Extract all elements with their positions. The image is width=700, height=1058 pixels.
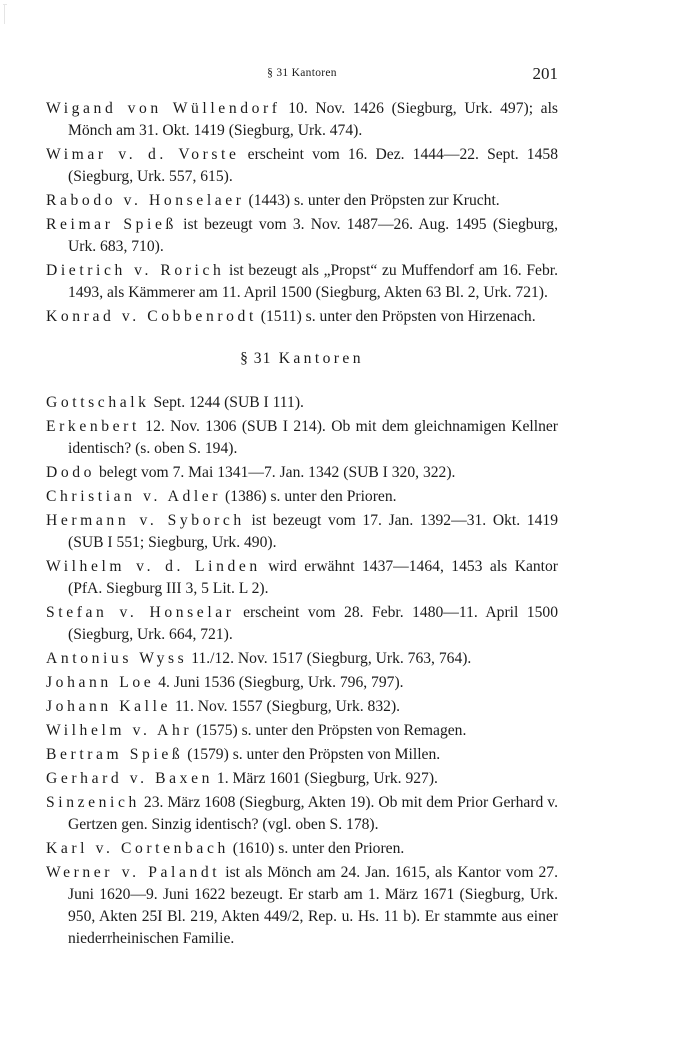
book-page (46, 64, 558, 952)
entry-text: (1511) s. unter den Pröpsten von Hirzenach. (260, 308, 536, 325)
entry-name: Sinzenich (46, 794, 140, 811)
entry-name: Erkenbert (46, 418, 140, 435)
list-item (46, 744, 558, 766)
entry-text: 4. Juni 1536 (Siegburg, Urk. 796, 797). (158, 674, 404, 691)
list-item (46, 98, 558, 142)
list-item (46, 838, 558, 860)
entry-text: Sept. 1244 (SUB I 111). (153, 394, 304, 411)
entry-name: Wigand von Wüllendorf (46, 100, 281, 117)
list-item (46, 392, 558, 414)
entry-name: Bertram Spieß (46, 746, 184, 763)
list-item (46, 862, 558, 950)
entry-name: Konrad v. Cobbenrodt (46, 308, 257, 325)
entry-name: Stefan v. Honselar (46, 604, 235, 621)
page-number: 201 (532, 64, 558, 83)
entry-name: Wilhelm v. Ahr (46, 722, 193, 739)
list-item (46, 602, 558, 646)
entry-name: Christian v. Adler (46, 488, 222, 505)
section-symbol: § 31 (240, 350, 272, 367)
entry-name: Karl v. Cortenbach (46, 840, 229, 857)
list-item (46, 260, 558, 304)
section-title: Kantoren (278, 350, 364, 367)
entry-text: (1386) s. unter den Prioren. (225, 488, 397, 505)
entry-text: (1610) s. unter den Prioren. (232, 840, 405, 857)
running-head: § 31 Kantoren (267, 67, 337, 79)
entry-name: Hermann v. Syborch (46, 512, 245, 529)
list-item (46, 510, 558, 554)
list-item (46, 648, 558, 670)
list-item (46, 306, 558, 328)
section-heading (46, 348, 558, 370)
list-item (46, 144, 558, 188)
entry-text: ist als Mönch am 24. Jan. 1615, als Kantor vom 27. Juni 1620—9. Juni 1622 bezeugt. Er starb am 1. März 1671 (Siegburg, Urk. 950, Akten 25I Bl. 219, Akten 449/2, Rep. u. Hs. 11 b). Er stammte aus einer niederrheinischen Familie. (68, 864, 558, 947)
list-item (46, 768, 558, 790)
entry-text: 1. März 1601 (Siegburg, Urk. 927). (216, 770, 438, 787)
list-item (46, 462, 558, 484)
entry-name: Dodo (46, 464, 96, 481)
entry-name: Werner v. Palandt (46, 864, 221, 881)
entries-top (46, 98, 558, 328)
list-item (46, 696, 558, 718)
entry-text: (1443) s. unter den Pröpsten zur Krucht. (248, 192, 500, 209)
entry-name: Reimar Spieß (46, 216, 177, 233)
entry-name: Wilhelm v. d. Linden (46, 558, 261, 575)
entry-name: Johann Loe (46, 674, 155, 691)
entry-text: 10. Nov. 1426 (Siegburg, Urk. 497); als Mönch am 31. Okt. 1419 (Siegburg, Urk. 474). (68, 100, 558, 139)
entry-name: Johann Kalle (46, 698, 172, 715)
list-item (46, 416, 558, 460)
page-edge-mark (2, 4, 8, 28)
entry-text: (1575) s. unter den Pröpsten von Remagen. (196, 722, 467, 739)
entry-text: (1579) s. unter den Pröpsten von Millen. (187, 746, 441, 763)
entry-name: Rabodo v. Honselaer (46, 192, 245, 209)
list-item (46, 672, 558, 694)
list-item (46, 720, 558, 742)
entry-text: erscheint vom 28. Febr. 1480—11. April 1500 (Siegburg, Urk. 664, 721). (68, 604, 558, 643)
entries-kantoren (46, 392, 558, 950)
entry-text: wird erwähnt 1437—1464, 1453 als Kantor (PfA. Siegburg III 3, 5 Lit. L 2). (68, 558, 558, 597)
list-item (46, 792, 558, 836)
entry-text: 11. Nov. 1557 (Siegburg, Urk. 832). (174, 698, 401, 715)
entry-text: ist bezeugt als „Propst“ zu Muffendorf am 16. Febr. 1493, als Kämmerer am 11. April 1500 (Siegburg, Akten 63 Bl. 2, Urk. 721). (68, 262, 558, 301)
page-header (46, 64, 558, 86)
entry-text: belegt vom 7. Mai 1341—7. Jan. 1342 (SUB I 320, 322). (98, 464, 456, 481)
entry-text: 11./12. Nov. 1517 (Siegburg, Urk. 763, 764). (191, 650, 472, 667)
entry-name: Dietrich v. Rorich (46, 262, 225, 279)
entry-name: Gottschalk (46, 394, 150, 411)
list-item (46, 190, 558, 212)
entry-text: ist bezeugt vom 3. Nov. 1487—26. Aug. 1495 (Siegburg, Urk. 683, 710). (68, 216, 558, 255)
entry-name: Gerhard v. Baxen (46, 770, 213, 787)
entry-text: ist bezeugt vom 17. Jan. 1392—31. Okt. 1419 (SUB I 551; Siegburg, Urk. 490). (68, 512, 558, 551)
entry-text: 23. März 1608 (Siegburg, Akten 19). Ob mit dem Prior Gerhard v. Gertzen gen. Sinzig identisch? (vgl. oben S. 178). (68, 794, 558, 833)
entry-name: Antonius Wyss (46, 650, 188, 667)
entry-text: erscheint vom 16. Dez. 1444—22. Sept. 1458 (Siegburg, Urk. 557, 615). (68, 146, 558, 185)
list-item (46, 486, 558, 508)
list-item (46, 214, 558, 258)
list-item (46, 556, 558, 600)
entry-text: 12. Nov. 1306 (SUB I 214). Ob mit dem gleichnamigen Kellner identisch? (s. oben S. 194). (68, 418, 558, 457)
entry-name: Wimar v. d. Vorste (46, 146, 240, 163)
